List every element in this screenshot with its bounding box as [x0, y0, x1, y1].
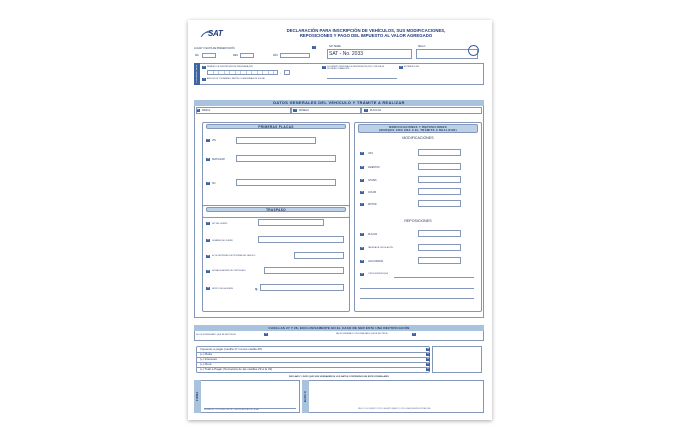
vin-field[interactable]	[236, 137, 316, 144]
placa-field[interactable]	[361, 107, 482, 114]
casilla-15: 15	[206, 270, 210, 272]
nit-verifier-field[interactable]	[284, 70, 290, 75]
modificaciones-subtitle: MODIFICACIONES	[402, 136, 434, 140]
repos-tarjeta-label: TARJETA DE CIRCULACIÓN	[368, 247, 393, 249]
nombre-dueno-label: NOMBRE DEL DUEÑO	[212, 240, 233, 242]
reposiciones-subtitle: REPOSICIONES	[404, 219, 432, 223]
casilla-6: 6	[197, 109, 199, 111]
casilla-9: 9	[207, 139, 209, 141]
casilla-21: 21	[360, 203, 364, 205]
casilla-28: 28	[426, 348, 430, 350]
impuesto-divider-3	[196, 362, 430, 363]
casilla-13: 13	[206, 239, 210, 241]
impuesto-row-5: (+) Total a Pagar (Sumatoria de las casillas 29 a la 32)	[200, 367, 273, 371]
casilla-7: 7	[294, 109, 296, 111]
anio-label: AÑO	[273, 55, 278, 57]
fecha-exp-field[interactable]	[236, 155, 336, 162]
mod-motor-field[interactable]	[418, 200, 461, 207]
mes-field[interactable]	[240, 53, 254, 58]
form-number: SAT - No. 2033	[329, 51, 363, 57]
declaro-text: DECLARO Y JURO QUE SON VERDADEROS LOS DATOS CONTENIDOS EN ESTE FORMULARIO	[289, 376, 389, 378]
form-sheet	[188, 20, 492, 420]
nit-dash: -	[280, 71, 281, 75]
dia-label: DÍA	[195, 55, 199, 57]
nombre-label: APELLIDOS Y NOMBRES, RAZÓN O DENOMINACIÓN SOCIAL	[207, 78, 266, 80]
mod-asientos-field[interactable]	[418, 163, 461, 170]
rect-left-label: No. DE FORMULARIO QUE SE RECTIFICA	[196, 334, 236, 336]
impuesto-divider-1	[196, 352, 430, 353]
rectificacion-title: CASILLAS 27 Y 28, EXCLUSIVAMENTE EN EL CASO DE SER ESTA UNA RECTIFICACIÓN	[194, 325, 484, 331]
dpi-label: DOCUMENTO PERSONAL DE IDENTIFICACIÓN (DPI) Ó CÉDULA DE VECINDAD O PASAPORTE	[327, 66, 385, 71]
repos-placas-field[interactable]	[418, 230, 461, 237]
traspaso-title: TRASPASO	[206, 207, 346, 212]
mod-motor-label: MOTOR	[368, 204, 377, 206]
otros-line-1	[394, 277, 474, 278]
dpi-line	[327, 78, 397, 79]
banco-caption: VALIDO DOCUMENTO POR EL AGENTE (BANCO) CON LA MÁQUINA REGISTRADORA	[358, 408, 431, 410]
modificaciones-title-line2: (MARQUE CON UNA X EL TRÁMITE A REALIZAR)	[379, 128, 457, 133]
sat-logo	[200, 29, 228, 39]
mod-asientos-label: ASIENTOS	[368, 167, 380, 169]
casilla-25: 25	[360, 273, 364, 275]
firma-side-label: FIRMA	[196, 391, 199, 402]
banco-side-label: BANCO	[304, 391, 307, 403]
casilla-30: 30	[426, 358, 430, 360]
currency-label: Q.	[255, 287, 259, 291]
sello-label: SELLO	[418, 46, 426, 48]
no-field[interactable]	[236, 179, 336, 186]
mod-chasis-label: CHASIS	[368, 180, 377, 182]
casilla-16: 16	[206, 287, 210, 289]
casilla-4: 4	[400, 66, 402, 68]
casilla-18: 18	[360, 166, 364, 168]
impuesto-row-3: (+) Intereses	[200, 357, 217, 361]
modificaciones-title-line1: MODIFICACIONES Y REPOSICIONES	[389, 125, 447, 129]
fecha-exp-label: FECHA EXP.	[212, 159, 226, 161]
nit-dueno-label: NIT DEL DUEÑO	[212, 223, 228, 225]
form-title-line2: REPOSICIONES Y PAGO DEL IMPUESTO AL VALOR AGREGADO	[299, 32, 433, 38]
nit-dueno-field[interactable]	[258, 219, 324, 226]
otros-line-2	[360, 288, 474, 289]
dia-field[interactable]	[202, 53, 216, 58]
casilla-22: 22	[360, 233, 364, 235]
sello-stamp-icon	[468, 45, 479, 56]
form-title	[244, 29, 488, 39]
casilla-3: 3	[323, 66, 325, 68]
fecha-emision-label: FECHA DE EMISIÓN DEL CERTIFICADO	[212, 270, 246, 272]
fecha-emision-field[interactable]	[264, 267, 344, 274]
vin-label: VIN	[212, 140, 216, 142]
datos-generales-title: DATOS GENERALES DEL VEHÍCULO Y TRÁMITE A REALIZAR	[194, 100, 484, 106]
casilla-12: 12	[206, 222, 210, 224]
casilla-26: 26	[264, 333, 268, 335]
casilla-11: 11	[206, 182, 210, 184]
extendido-label: EXTENDIDO EN	[404, 66, 420, 68]
impuesto-divider-4	[196, 367, 430, 368]
casilla-29: 29	[426, 353, 430, 355]
mod-color-field[interactable]	[418, 188, 461, 195]
anio-field[interactable]	[280, 53, 310, 58]
casilla-10: 10	[206, 158, 210, 160]
repos-placas-label: PLACAS	[368, 234, 378, 236]
casilla-31: 31	[426, 363, 430, 365]
no-label: NO.	[212, 183, 217, 185]
casilla-5: 5	[203, 78, 205, 80]
repos-calcomania-label: CALCOMANÍA	[368, 261, 384, 263]
nit-field[interactable]	[207, 70, 278, 75]
certificado-field[interactable]	[294, 252, 344, 259]
impuesto-row-1: Impuesto a pagar (casilla 17 menos casilla 28)	[200, 347, 262, 351]
casilla-1: 1	[313, 46, 315, 48]
mod-color-label: COLOR	[368, 192, 377, 194]
impuestos-right-panel	[432, 346, 482, 373]
rect-right-label: VALOR INGRESADO CON FORMULARIO QUE SE RECTIFICA	[336, 333, 388, 335]
marca-label: MARCA	[202, 110, 211, 112]
mes-label: MES	[233, 55, 238, 57]
form-title-line1: DECLARACIÓN PARA INSCRIPCIÓN DE VEHÍCULOS, SUS MODIFICACIONES,	[286, 28, 446, 33]
firma-caption: FIRMA DEL CONTRIBUYENTE O REPRESENTANTE LEGAL	[204, 409, 260, 411]
serie-label: SAT SERIE	[329, 46, 341, 48]
casilla-32: 32	[426, 368, 430, 370]
casilla-20: 20	[360, 191, 364, 193]
casilla-2: 2	[203, 66, 205, 68]
impuesto-row-4: (+) Mora	[200, 362, 212, 366]
casilla-23: 23	[360, 247, 364, 249]
monto-field[interactable]	[260, 284, 344, 291]
placa-label: PLACA No.	[370, 110, 382, 112]
certificado-label: No. DE CERTIFICADO DE PROPIEDAD DEL VEHÍCULO	[212, 255, 256, 257]
modificaciones-title	[358, 124, 478, 133]
modelo-field[interactable]	[291, 107, 361, 114]
modelo-label: MODELO	[299, 110, 309, 112]
mod-uso-label: USO	[368, 153, 373, 155]
impuesto-row-2: (+) Multa	[200, 352, 212, 356]
casilla-17: 17	[360, 152, 364, 154]
marca-field[interactable]	[196, 107, 291, 114]
repos-otros-label: OTROS ESPECIFIQUE	[368, 273, 388, 275]
contribuyente-side-label: CONTRIBUYENTE	[196, 64, 198, 84]
casilla-14: 14	[206, 255, 210, 257]
primeras-placas-title: PRIMERAS PLACAS	[206, 124, 346, 129]
logo-text: SAT	[208, 29, 223, 38]
repos-tarjeta-field[interactable]	[418, 244, 461, 251]
mod-chasis-field[interactable]	[418, 176, 461, 183]
nombre-dueno-field[interactable]	[258, 236, 344, 243]
impuesto-divider-2	[196, 357, 430, 358]
monto-label: MONTO DE LA VENTA	[212, 288, 233, 290]
mod-uso-field[interactable]	[418, 149, 461, 156]
fecha-label: LUGAR Y FECHA DE PRESENTACIÓN	[194, 48, 235, 50]
nit-label: NÚMERO DE IDENTIFICACIÓN TRIBUTARIA (NIT)	[207, 66, 254, 68]
casilla-8: 8	[365, 109, 367, 111]
casilla-24: 24	[360, 260, 364, 262]
otros-line-3	[360, 298, 474, 299]
repos-calcomania-field[interactable]	[418, 257, 461, 264]
casilla-19: 19	[360, 179, 364, 181]
casilla-27: 27	[412, 333, 416, 335]
